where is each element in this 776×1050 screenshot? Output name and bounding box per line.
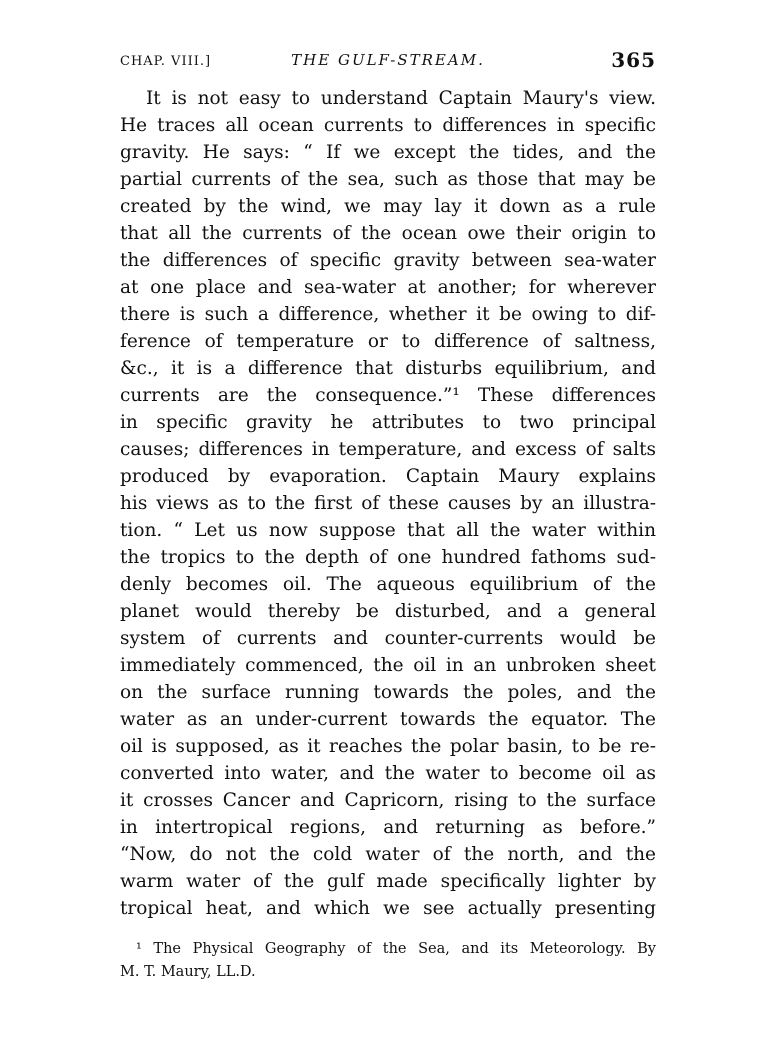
running-header: [120, 48, 656, 76]
chapter-label: CHAP. VIII.]: [120, 54, 212, 69]
text-line: the differences of specific gravity between sea-water: [120, 250, 656, 271]
text-line: gravity. He says: “ If we except the tides, and the: [120, 142, 656, 163]
text-line: warm water of the gulf made specifically lighter by: [120, 871, 656, 892]
text-line: tion. “ Let us now suppose that all the water within: [120, 520, 656, 541]
body-text: [120, 85, 656, 922]
text-line: on the surface running towards the poles, and the: [120, 682, 656, 703]
text-line: in intertropical regions, and returning as before.”: [120, 817, 656, 838]
text-line: water as an under-current towards the equator. The: [120, 709, 656, 730]
text-line: causes; differences in temperature, and excess of salts: [120, 439, 656, 460]
text-line: &c., it is a difference that disturbs equilibrium, and: [120, 358, 656, 379]
footnote-line: ¹ The Physical Geography of the Sea, and its Meteorology. By: [136, 941, 656, 957]
text-line: his views as to the first of these causes by an illustra-: [120, 493, 656, 514]
page-number: 365: [611, 48, 656, 72]
running-title: THE GULF-STREAM.: [291, 51, 485, 69]
text-line: that all the currents of the ocean owe their origin to: [120, 223, 656, 244]
text-line: “Now, do not the cold water of the north, and the: [120, 844, 656, 865]
text-line: system of currents and counter-currents would be: [120, 628, 656, 649]
text-line: tropical heat, and which we see actually presenting: [120, 898, 656, 919]
text-line: produced by evaporation. Captain Maury explains: [120, 466, 656, 487]
text-line: it crosses Cancer and Capricorn, rising to the surface: [120, 790, 656, 811]
text-line: the tropics to the depth of one hundred fathoms sud-: [120, 547, 656, 568]
text-line: created by the wind, we may lay it down as a rule: [120, 196, 656, 217]
text-line: currents are the consequence.”¹ These differences: [120, 385, 656, 406]
text-line: He traces all ocean currents to differences in specific: [120, 115, 656, 136]
footnote-line: M. T. Maury, LL.D.: [120, 964, 256, 980]
text-line: It is not easy to understand Captain Maury's view.: [146, 88, 656, 109]
text-line: ference of temperature or to difference of saltness,: [120, 331, 656, 352]
text-line: denly becomes oil. The aqueous equilibrium of the: [120, 574, 656, 595]
text-line: converted into water, and the water to become oil as: [120, 763, 656, 784]
text-line: partial currents of the sea, such as those that may be: [120, 169, 656, 190]
text-line: there is such a difference, whether it be owing to dif-: [120, 304, 656, 325]
footnote: [120, 938, 656, 984]
text-line: oil is supposed, as it reaches the polar basin, to be re-: [120, 736, 656, 757]
text-line: at one place and sea-water at another; for wherever: [120, 277, 656, 298]
text-line: in specific gravity he attributes to two principal: [120, 412, 656, 433]
text-line: immediately commenced, the oil in an unbroken sheet: [120, 655, 656, 676]
text-line: planet would thereby be disturbed, and a general: [120, 601, 656, 622]
